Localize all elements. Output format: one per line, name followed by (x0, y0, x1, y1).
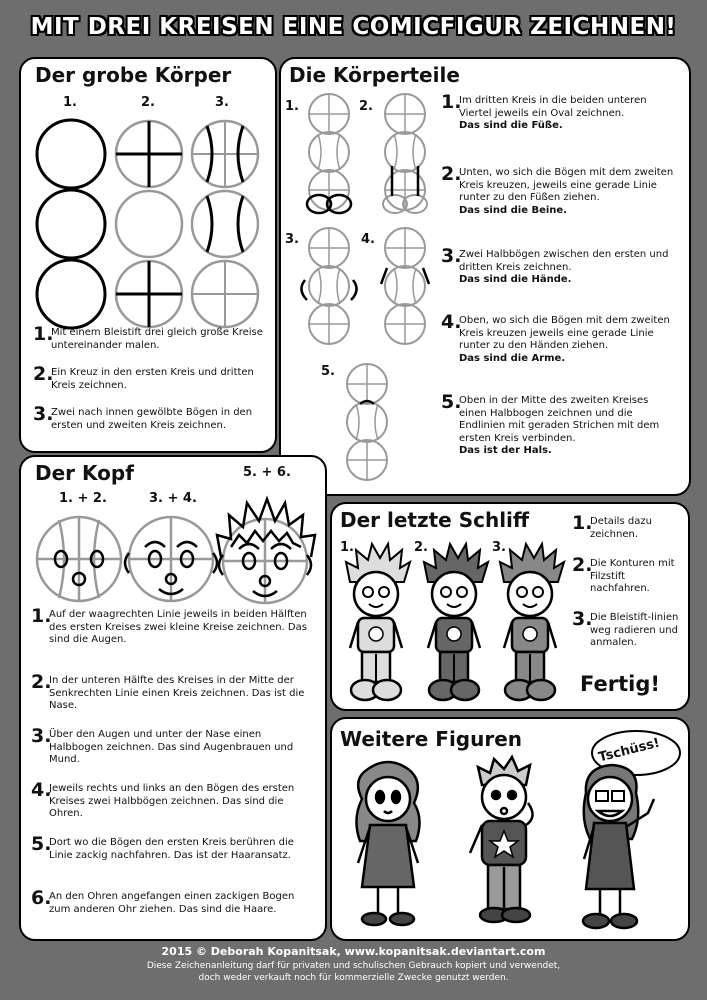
figure-label: 3. (285, 232, 299, 247)
figure-label: 4. (361, 232, 375, 247)
page-title: MIT DREI KREISEN EINE COMICFIGUR ZEICHNEN! (30, 14, 677, 40)
figure-label: 2. (359, 99, 373, 114)
panel-heading: Die Körperteile (289, 63, 460, 87)
step-2: 2. In der unteren Hälfte des Kreises in der Mitte der Senkrechten Linie einen Kreis zeichnen. Das ist die Nase. (31, 671, 305, 711)
step-2: 2. Unten, wo sich die Bögen mit dem zweiten Kreis kreuzen, jeweils eine gerade Linie runter zu den Füßen ziehen. Das sind die Beine. (441, 163, 674, 216)
footer-copyright: 2015 © Deborah Kopanitsak, www.kopanitsak.deviantart.com (161, 945, 546, 958)
panel-letzter-schliff (330, 502, 690, 711)
panel-koerperteile (279, 57, 691, 496)
panel-weitere-figuren (330, 717, 690, 941)
column-label: 3. (215, 95, 229, 110)
footer-license-line-2: doch weder verkauft noch für kommerzielle Zwecke genutzt werden. (198, 973, 509, 983)
step-3: 3. Über den Augen und unter der Nase einen Halbbogen zeichnen. Das sind Augenbrauen und Mund. (31, 725, 294, 765)
step-3: 3. Zwei Halbbögen zwischen den ersten und dritten Kreis zeichnen. Das sind die Hände. (441, 245, 669, 285)
head-label: 3. + 4. (149, 491, 197, 506)
step-4: 4. Oben, wo sich die Bögen mit dem zweiten Kreis kreuzen jeweils eine gerade Linie runter zu den Händen ziehen. Das sind die Arme. (441, 311, 670, 364)
panel-heading: Der grobe Körper (35, 63, 232, 87)
circle-1-top (37, 120, 105, 188)
step-5: 5. Oben in der Mitte des zweiten Kreises einen Halbbogen zeichnen und die Endlinien mit geraden Strichen mit dem ersten Kreis verbinden. Das ist der Hals. (441, 391, 660, 456)
footer-license-line-1: Diese Zeichenanleitung darf für privaten und schulischen Gebrauch kopiert und verwendet, (146, 961, 561, 971)
panel-heading: Der Kopf (35, 461, 134, 485)
panel-grober-koerper (19, 57, 277, 453)
figure-label: 5. (321, 364, 335, 379)
step-1: 1. Mit einem Bleistift drei gleich große Kreise untereinander malen. (33, 323, 263, 351)
panel-kopf (19, 455, 327, 941)
step-3: 3. Die Bleistift-linien weg radieren und anmalen. (572, 608, 679, 648)
circle-1-bottom (37, 260, 105, 328)
head-label: 1. + 2. (59, 491, 107, 506)
figure-label: 3. (492, 540, 506, 555)
head-label: 5. + 6. (243, 465, 291, 480)
additional-figures (332, 759, 688, 939)
step-1: 1. Auf der waagrechten Linie jeweils in beiden Hälften des ersten Kreises zwei kleine Kreise zeichnen. Das sind die Augen. (31, 605, 307, 645)
step-5: 5. Dort wo die Bögen den ersten Kreis berühren die Linie zackig nachfahren. Das ist der Haaransatz. (31, 833, 294, 861)
figure-label: 1. (340, 540, 354, 555)
column-label: 1. (63, 95, 77, 110)
panel-heading: Der letzte Schliff (340, 508, 530, 532)
step-1: 1. Im dritten Kreis in die beiden unteren Viertel jeweils ein Oval zeichnen. Das sind die Füße. (441, 91, 647, 131)
step-6: 6. An den Ohren angefangen einen zackigen Bogen zum anderen Ohr ziehen. Das sind die Haare. (31, 887, 295, 915)
step-4: 4. Jeweils rechts und links an den Bögen des ersten Kreises zwei Halbbögen zeichnen. Das sind die Ohren. (31, 779, 295, 819)
column-label: 2. (141, 95, 155, 110)
figure-label: 1. (285, 99, 299, 114)
body-part-diagrams (281, 94, 441, 494)
step-2: 2. Die Konturen mit Filzstift nachfahren. (572, 554, 675, 594)
head-diagrams (21, 507, 325, 617)
finished-figures (332, 534, 572, 704)
figure-label: 2. (414, 540, 428, 555)
step-3: 3. Zwei nach innen gewölbte Bögen in den ersten und zweiten Kreis zeichnen. (33, 403, 253, 431)
circle-1-mid (37, 190, 105, 258)
step-1: 1. Details dazu zeichnen. (572, 512, 652, 540)
step-2: 2. Ein Kreuz in den ersten Kreis und dritten Kreis zeichnen. (33, 363, 254, 391)
speech-bubble-text: Tschüss! (597, 735, 662, 766)
panel-heading: Weitere Figuren (340, 727, 523, 751)
fertig-label: Fertig! (580, 672, 660, 696)
